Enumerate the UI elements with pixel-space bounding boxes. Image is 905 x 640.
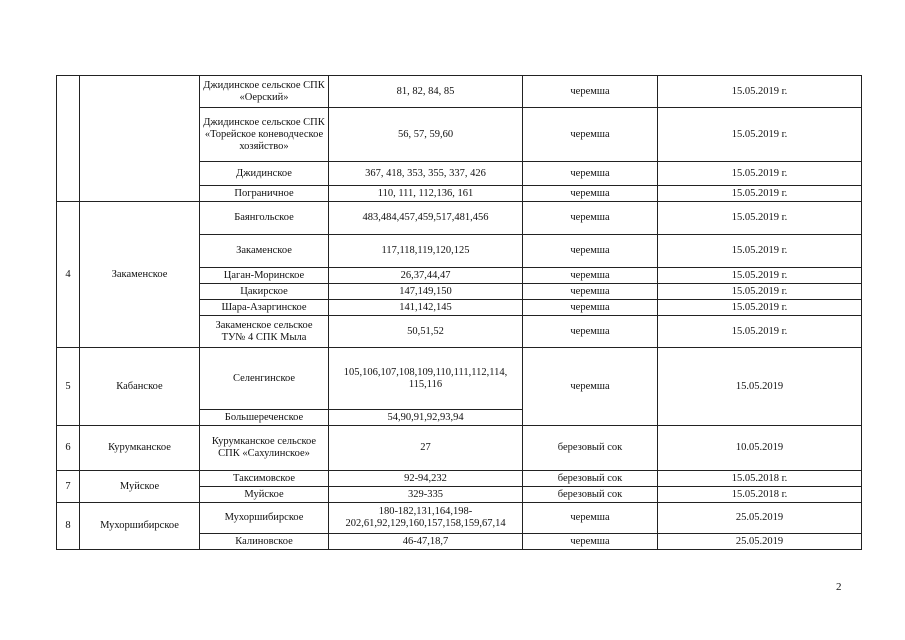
product-cell: черемша xyxy=(523,162,658,186)
page-number: 2 xyxy=(836,581,842,593)
date-cell: 25.05.2019 xyxy=(658,503,862,534)
product-cell: березовый сок xyxy=(523,471,658,487)
product-cell: черемша xyxy=(523,316,658,348)
settlement-cell: Пограничное xyxy=(200,186,329,202)
date-cell: 15.05.2019 г. xyxy=(658,316,862,348)
date-cell: 15.05.2019 г. xyxy=(658,108,862,162)
settlement-cell: Закаменское сельское ТУ№ 4 СПК Мыла xyxy=(200,316,329,348)
table-row xyxy=(57,76,862,108)
plots-cell: 367, 418, 353, 355, 337, 426 xyxy=(329,162,523,186)
settlement-cell: Баянгольское xyxy=(200,202,329,235)
date-cell: 15.05.2018 г. xyxy=(658,487,862,503)
date-cell: 15.05.2019 г. xyxy=(658,76,862,108)
plots-cell: 110, 111, 112,136, 161 xyxy=(329,186,523,202)
date-cell: 15.05.2019 г. xyxy=(658,235,862,268)
district-cell: Мухоршибирское xyxy=(80,503,200,550)
date-cell: 10.05.2019 xyxy=(658,426,862,471)
settlement-cell: Шара-Азаргинское xyxy=(200,300,329,316)
district-cell: Закаменское xyxy=(80,202,200,348)
district-cell: Муйское xyxy=(80,471,200,503)
plots-cell: 141,142,145 xyxy=(329,300,523,316)
plots-cell: 105,106,107,108,109,110,111,112,114, 115,116 xyxy=(329,348,523,410)
plots-cell: 26,37,44,47 xyxy=(329,268,523,284)
product-cell: черемша xyxy=(523,348,658,426)
product-cell: черемша xyxy=(523,186,658,202)
product-cell: березовый сок xyxy=(523,426,658,471)
plots-cell: 117,118,119,120,125 xyxy=(329,235,523,268)
plots-cell: 46-47,18,7 xyxy=(329,534,523,550)
date-cell: 15.05.2018 г. xyxy=(658,471,862,487)
plots-cell: 54,90,91,92,93,94 xyxy=(329,410,523,426)
row-number-cell: 8 xyxy=(57,503,80,550)
settlement-cell: Джидинское сельское СПК «Оерский» xyxy=(200,76,329,108)
settlement-cell: Калиновское xyxy=(200,534,329,550)
settlement-cell: Большереченское xyxy=(200,410,329,426)
product-cell: черемша xyxy=(523,503,658,534)
settlement-cell: Селенгинское xyxy=(200,348,329,410)
table-row xyxy=(57,348,862,410)
product-cell: черемша xyxy=(523,268,658,284)
date-cell: 15.05.2019 г. xyxy=(658,202,862,235)
settlement-cell: Таксимовское xyxy=(200,471,329,487)
table-row xyxy=(57,471,862,487)
product-cell: черемша xyxy=(523,108,658,162)
district-cell: Кабанское xyxy=(80,348,200,426)
date-cell: 25.05.2019 xyxy=(658,534,862,550)
product-cell: черемша xyxy=(523,534,658,550)
date-cell: 15.05.2019 г. xyxy=(658,186,862,202)
settlement-cell: Цаган-Моринское xyxy=(200,268,329,284)
plots-cell: 147,149,150 xyxy=(329,284,523,300)
product-cell: черемша xyxy=(523,284,658,300)
settlement-cell: Курумканское сельское СПК «Сахулинское» xyxy=(200,426,329,471)
data-table xyxy=(56,75,862,550)
settlement-cell: Муйское xyxy=(200,487,329,503)
table-row xyxy=(57,426,862,471)
district-cell xyxy=(80,76,200,202)
product-cell: черемша xyxy=(523,76,658,108)
settlement-cell: Мухоршибирское xyxy=(200,503,329,534)
date-cell: 15.05.2019 г. xyxy=(658,284,862,300)
product-cell: черемша xyxy=(523,235,658,268)
row-number-cell: 6 xyxy=(57,426,80,471)
row-number-cell: 5 xyxy=(57,348,80,426)
district-cell: Курумканское xyxy=(80,426,200,471)
date-cell: 15.05.2019 г. xyxy=(658,268,862,284)
plots-cell: 483,484,457,459,517,481,456 xyxy=(329,202,523,235)
plots-cell: 92-94,232 xyxy=(329,471,523,487)
plots-cell: 81, 82, 84, 85 xyxy=(329,76,523,108)
date-cell: 15.05.2019 г. xyxy=(658,300,862,316)
row-number-cell: 4 xyxy=(57,202,80,348)
date-cell: 15.05.2019 г. xyxy=(658,162,862,186)
table-row xyxy=(57,503,862,534)
plots-cell: 50,51,52 xyxy=(329,316,523,348)
settlement-cell: Джидинское сельское СПК «Торейское коневодческое хозяйство» xyxy=(200,108,329,162)
plots-cell: 180-182,131,164,198-202,61,92,129,160,157,158,159,67,14 xyxy=(329,503,523,534)
settlement-cell: Закаменское xyxy=(200,235,329,268)
table-row xyxy=(57,202,862,235)
plots-cell: 27 xyxy=(329,426,523,471)
date-cell: 15.05.2019 xyxy=(658,348,862,426)
settlement-cell: Цакирское xyxy=(200,284,329,300)
row-number-cell: 7 xyxy=(57,471,80,503)
product-cell: черемша xyxy=(523,202,658,235)
product-cell: березовый сок xyxy=(523,487,658,503)
plots-cell: 56, 57, 59,60 xyxy=(329,108,523,162)
settlement-cell: Джидинское xyxy=(200,162,329,186)
product-cell: черемша xyxy=(523,300,658,316)
plots-cell: 329-335 xyxy=(329,487,523,503)
row-number-cell xyxy=(57,76,80,202)
